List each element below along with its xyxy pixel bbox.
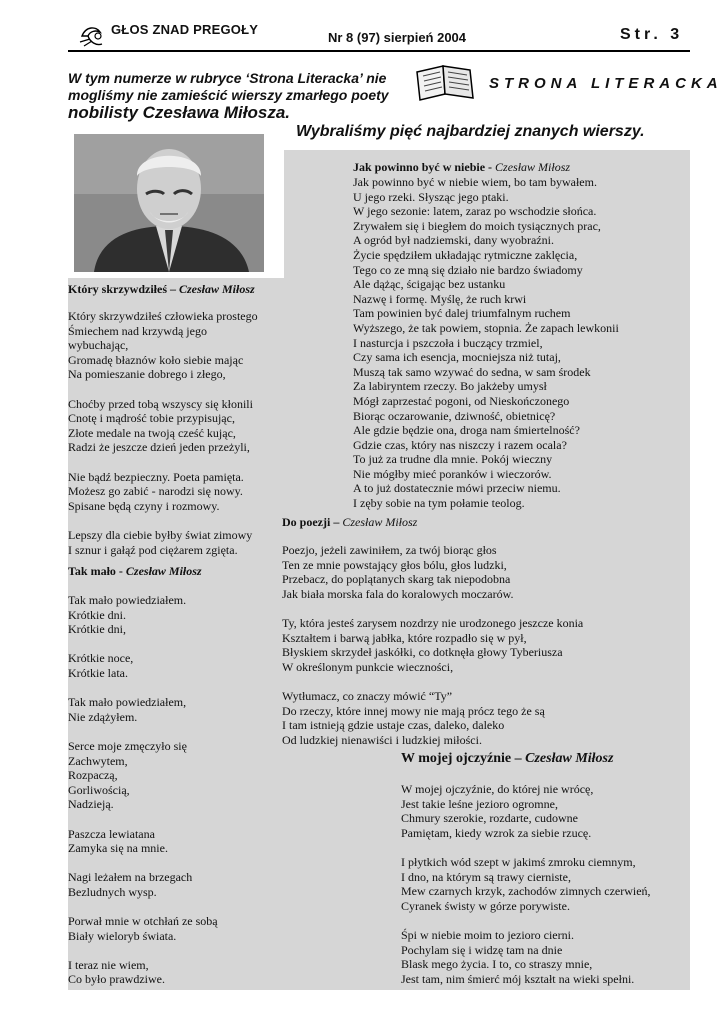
poem-title-text: Który skrzywdziłeś –	[68, 282, 179, 296]
poem-author: Czesław Miłosz	[342, 515, 418, 529]
intro-line: nobilisty Czesława Miłosza.	[68, 103, 291, 122]
angel-logo-icon	[78, 22, 106, 50]
poem-body: Tak mało powiedziałem. Krótkie dni. Krótkie dni, Krótkie noce, Krótkie lata. Tak mało powiedziałem, Nie zdążyłem. Serce moje zmęczyło się Zachwytem, Rozpaczą, Gorliwością, Nadzieją. Paszcza lewiatana Zamyka się na mnie. Nagi leżałem na brzegach Bezludnych wysp. Porwał mnie w otchłań ze sobą Biały wieloryb świata. I teraz nie wiem, Co było prawdziwe.	[68, 593, 218, 987]
masthead: GŁOS ZNAD PREGOŁY	[111, 22, 259, 37]
poem-body: Który skrzywdziłeś człowieka prostego Śmiechem nad krzywdą jego wybuchając, Gromadę błaznów koło siebie mając Na pomieszanie dobrego i złego, Choćby przed tobą wszyscy się kłonili Cnotę i mądrość tobie przypisując, Złote medale na twoją cześć kując, Radzi że jeszcze dzień jeden przeżyli, Nie bądź bezpieczny. Poeta pamięta. Możesz go zabić - narodzi się nowy. Spisane będą czyny i rozmowy. Lepszy dla ciebie byłby świat zimowy I sznur i gałąź pod ciężarem zgięta.	[68, 309, 258, 557]
poem-body: W mojej ojczyźnie, do której nie wrócę, Jest takie leśne jezioro ogromne, Chmury szerokie, rozdarte, cudowne Pamiętam, kiedy wzrok za siebie rzucę. I płytkich wód szept w jakimś zmroku ciemnym, I dno, na którym są trawy cierniste, Mew czarnych krzyk, zachodów zimnych czerwień, Cyranek świsty w górze porywiste. Śpi w niebie moim to jezioro cierni. Pochylam się i widzę tam na dnie Blask mego życia. I to, co straszy mnie, Jest tam, nim śmierć mój kształt na wieki spełni.	[401, 782, 651, 986]
poem-title-text: Tak mało -	[68, 564, 126, 578]
poem-title	[353, 160, 570, 175]
poem-title	[68, 282, 255, 297]
issue-number: Nr 8 (97) sierpień 2004	[328, 30, 467, 45]
header-rule	[68, 50, 690, 52]
section-title: STRONA LITERACKA	[489, 75, 723, 92]
open-book-icon	[414, 62, 476, 104]
poem-title-text: W mojej ojczyźnie –	[401, 751, 526, 766]
poem-author: Czesław Miłosz	[525, 751, 614, 766]
poem-title-text: Do poezji –	[282, 515, 343, 529]
subtitle: Wybraliśmy pięć najbardziej znanych wierszy.	[296, 123, 645, 140]
poem-title	[401, 751, 613, 767]
poem-author: Czesław Miłosz	[125, 564, 202, 578]
page-number: Str. 3	[620, 26, 684, 43]
poem-author: Czesław Miłosz	[495, 160, 571, 174]
poem-title	[282, 515, 417, 530]
poem-title	[68, 564, 202, 579]
author-portrait	[74, 134, 264, 272]
poem-author: Czesław Miłosz	[178, 282, 255, 296]
poem-body: Poezjo, jeżeli zawiniłem, za twój biorąc głos Ten ze mnie powstający głos bólu, głos ludzki, Przebacz, do poplątanych skarg tak niepodobna Jak biała morska fala do koralowych moczarów. Ty, która jesteś zarysem nozdrzy nie urodzonego jeszcze konia Kształtem i barwą jabłka, które rozpadło się w pył, Błyskiem skrzydeł jaskółki, co dotknęła głowy Tyberiusza W określonym punkcie wieczności, Wytłumacz, co znaczy mówić “Ty” Do rzeczy, które innej mowy nie mają prócz tego że są I tam istnieją gdzie ustaje czas, daleko, daleko Od ludzkiej nienawiści i ludzkiej miłości.	[282, 543, 584, 747]
intro-text	[68, 70, 413, 121]
poem-title-text: Jak powinno być w niebie -	[353, 160, 496, 174]
poem-body: Jak powinno być w niebie wiem, bo tam bywałem. U jego rzeki. Słysząc jego ptaki. W jego sezonie: latem, zaraz po wschodzie słońca. Zrywałem się i biegłem do moich tysiącznych prac, A ogród był nadziemski, dany wyobraźni. Życie spędziłem układając rytmiczne zaklęcia, Tego co ze mną się działo nie bardzo świadomy Ale dążąc, ścigając bez ustanku Nazwę i formę. Myślę, że ruch krwi Tam powinien być dalej triumfalnym ruchem Wyższego, że tak powiem, stopnia. Że zapach lewkonii I nasturcja i pszczoła i buczący trzmiel, Czy sama ich esencja, mocniejsza niż tutaj, Muszą tak samo wzywać do sedna, w sam środek Za labiryntem rzeczy. Bo jakżeby umysł Mógł zaprzestać pogoni, od Nieskończonego Biorąc oczarowanie, dziwność, obietnicę? Ale gdzie będzie ona, droga nam śmiertelność? Gdzie czas, który nas niszczy i razem ocala? To już za trudne dla mnie. Pokój wieczny Nie mógłby mieć poranków i wieczorów. A to już dostatecznie mówi przeciw niemu. I zęby sobie na tym połamie teolog.	[353, 175, 619, 511]
intro-line: mogliśmy nie zamieścić wierszy zmarłego poety	[68, 87, 389, 103]
intro-line: W tym numerze w rubryce ‘Strona Literacka’ nie	[68, 70, 387, 86]
